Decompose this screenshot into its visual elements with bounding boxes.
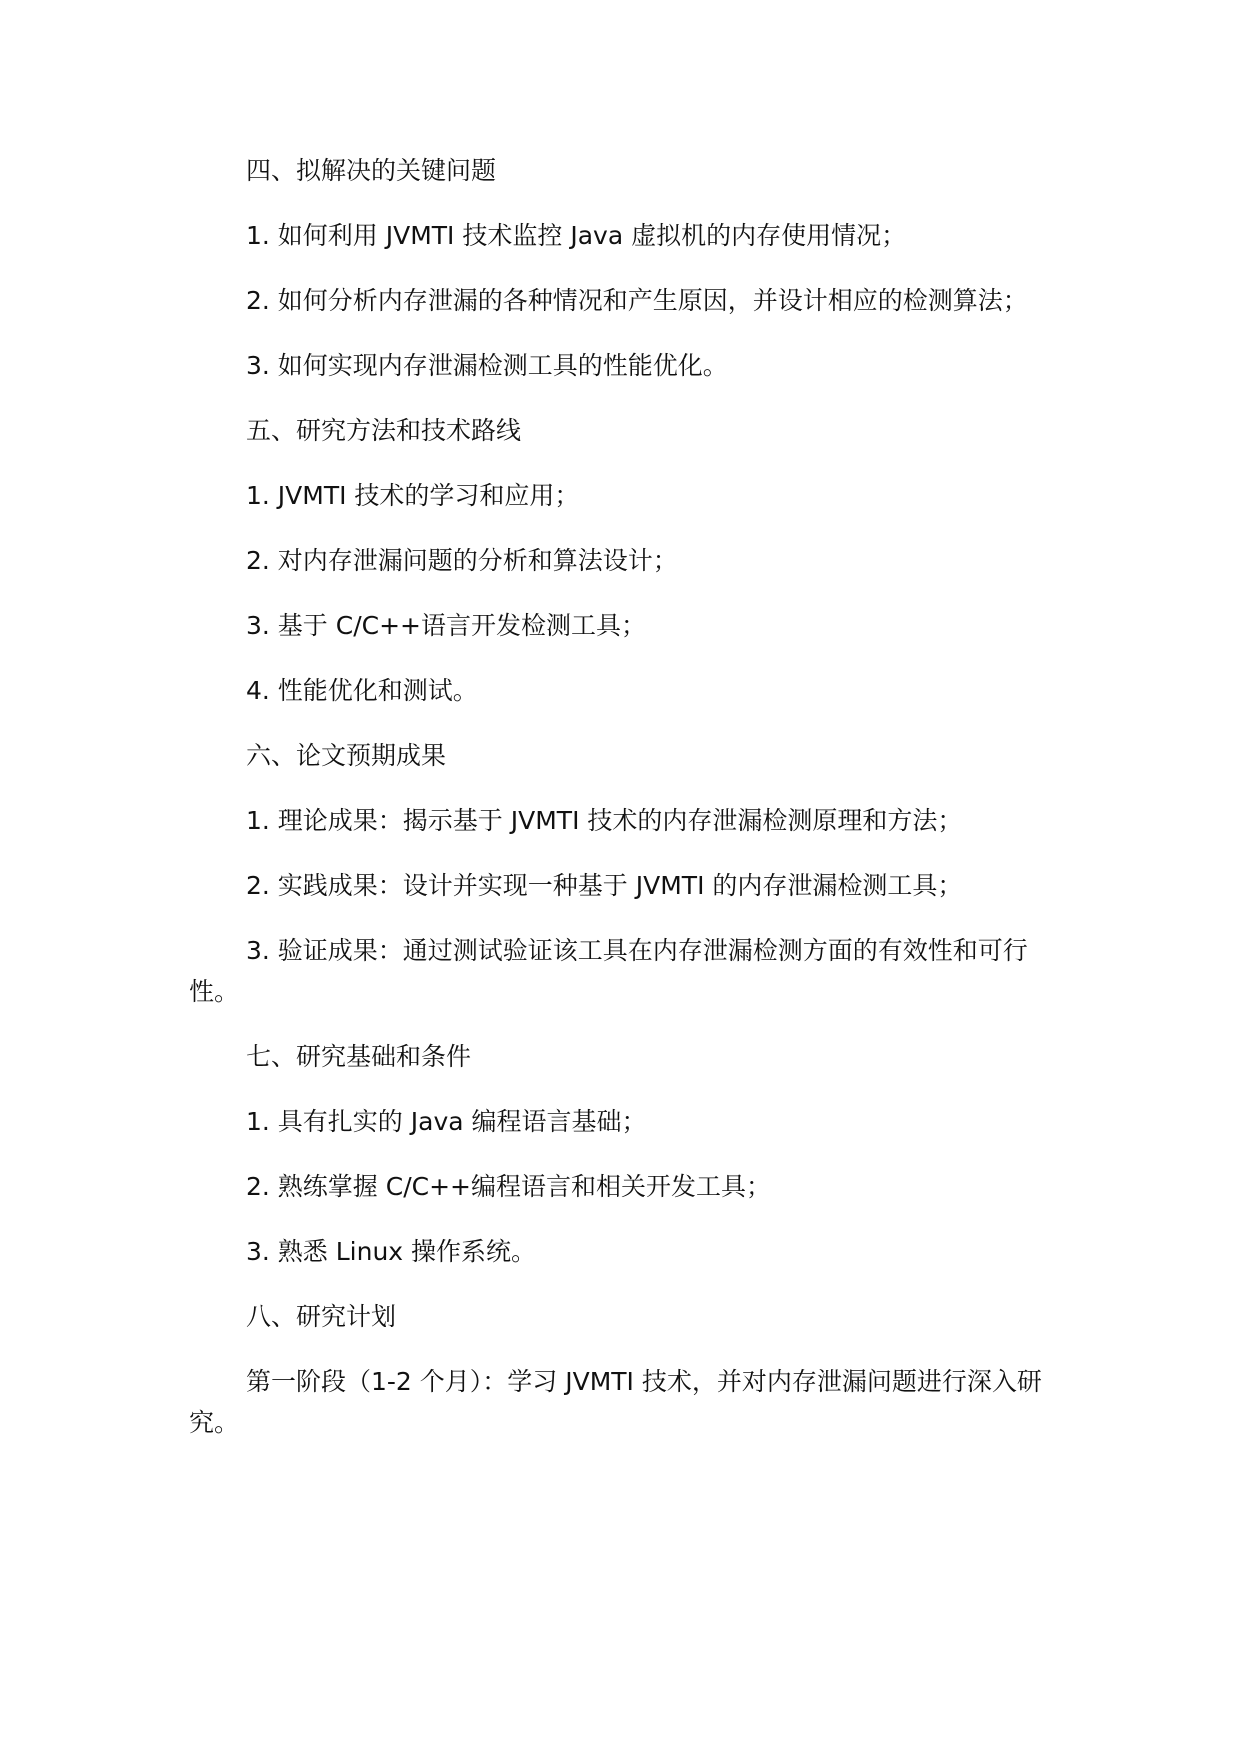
document-body: [189, 150, 1044, 1467]
list-item: 2. 实践成果：设计并实现一种基于 JVMTI 的内存泄漏检测工具；: [246, 871, 963, 900]
list-item: 4. 性能优化和测试。: [246, 676, 478, 705]
section-heading-methods: 五、研究方法和技术路线: [246, 416, 522, 445]
list-item: 1. 具有扎实的 Java 编程语言基础；: [246, 1107, 647, 1136]
section-heading-research-basis: 七、研究基础和条件: [246, 1042, 472, 1071]
list-item: 1. 理论成果：揭示基于 JVMTI 技术的内存泄漏检测原理和方法；: [246, 806, 963, 835]
list-item: 1. JVMTI 技术的学习和应用；: [246, 481, 580, 510]
list-item: 3. 如何实现内存泄漏检测工具的性能优化。: [246, 351, 728, 380]
section-heading-key-problems: 四、拟解决的关键问题: [246, 156, 497, 185]
list-item: 2. 对内存泄漏问题的分析和算法设计；: [246, 546, 678, 575]
section-heading-research-plan: 八、研究计划: [246, 1302, 397, 1331]
list-item: 3. 基于 C/C++语言开发检测工具；: [246, 611, 646, 640]
plan-stage-paragraph: 第一阶段（1-2 个月）：学习 JVMTI 技术，并对内存泄漏问题进行深入研究。: [189, 1367, 1042, 1437]
list-item: 2. 如何分析内存泄漏的各种情况和产生原因，并设计相应的检测算法；: [246, 286, 1028, 315]
section-heading-expected-results: 六、论文预期成果: [246, 741, 447, 770]
list-item: 2. 熟练掌握 C/C++编程语言和相关开发工具；: [246, 1172, 771, 1201]
list-item: 1. 如何利用 JVMTI 技术监控 Java 虚拟机的内存使用情况；: [246, 221, 907, 250]
list-item: 3. 验证成果：通过测试验证该工具在内存泄漏检测方面的有效性和可行性。: [189, 936, 1028, 1006]
list-item: 3. 熟悉 Linux 操作系统。: [246, 1237, 537, 1266]
